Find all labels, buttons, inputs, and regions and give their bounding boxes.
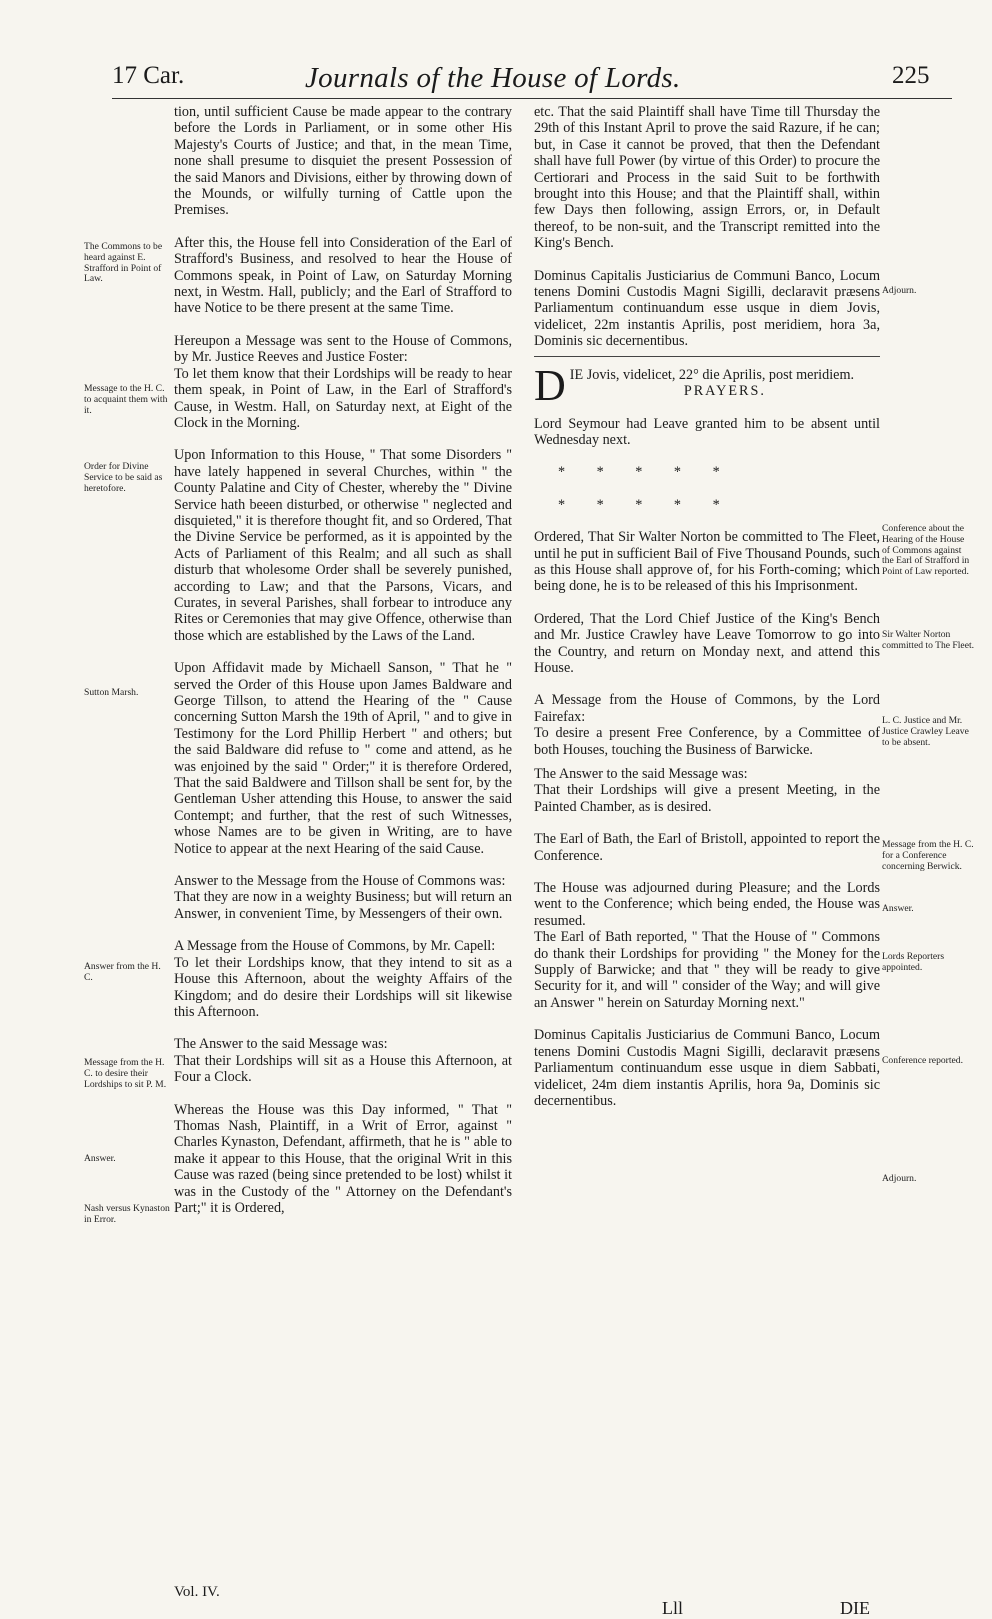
paragraph: To let them know that their Lordships will be ready to hear them speak, in Point of Law, in the Earl of Strafford's Cause, in Westm. Hall, on Saturday next, at Eight of the Clock in the Morning. <box>174 365 512 431</box>
margin-note: The Commons to be heard against E. Strafford in Point of Law. <box>84 241 163 285</box>
margin-note: Conference reported. <box>882 1055 963 1066</box>
running-head-regnal-year: 17 Car. <box>112 62 185 89</box>
section-rule <box>534 356 880 357</box>
paragraph: Hereupon a Message was sent to the House of Commons, by Mr. Justice Reeves and Justice Foster: <box>174 332 512 366</box>
drop-cap: D <box>534 360 566 410</box>
signature-mark: Lll <box>662 1598 683 1618</box>
right-column <box>534 104 880 1109</box>
paragraph: The Answer to the said Message was: <box>534 766 748 782</box>
margin-note: Adjourn. <box>882 285 917 296</box>
margin-note: Message from the H. C. to desire their Lordships to sit P. M. <box>84 1057 167 1090</box>
paragraph: etc. That the said Plaintiff shall have Time till Thursday the 29th of this Instant April to prove the said Razure, if he can; but, in Case it cannot be proved, that then the Defendant shall have full Power (by virtue of this Order) to procure the Certiorari and Process in the said Suit to be forthwith brought into this House; and that the Plaintiff shall, within few Days then following, assign Errors, or, in Default thereof, to be non-suit, and the Transcript remitted into the King's Bench. <box>534 104 880 252</box>
paragraph: That they are now in a weighty Business; but will return an Answer, in convenient Time, by Messengers of their own. <box>174 889 512 922</box>
header-rule <box>112 98 952 99</box>
paragraph: Upon Information to this House, " That some Disorders " have lately happened in several Churches, within " the County Palatine and City of Chester, whereby the " Divine Service hath beeen disturbed, or otherwise " neglected and disquieted," it is therefore thought fit, and so Ordered, That the Divine Service be performed, as it is appointed by the Acts of Parliament of this Realm; and all such as shall disturb that wholesome Order shall be severely punished, according to Law; and that the Parsons, Vicars, and Curates, in several Parishes, shall forbear to introduce any Rites or Ceremonies that may give Offence, otherwise than those which are established by the Laws of the Land. <box>174 447 512 644</box>
margin-note: Sutton Marsh. <box>84 687 139 698</box>
margin-note: L. C. Justice and Mr. Justice Crawley Leave to be absent. <box>882 715 969 748</box>
omission-stars: * * * * * <box>558 496 734 513</box>
paragraph: tion, until sufficient Cause be made appear to the contrary before the Lords in Parliament, or in some other His Majesty's Courts of Justice; and that, in the mean Time, none shall presume to disquiet the present Possession of the said Manors and Divisions, either by throwing down of the Mounds, or wilfully turning of Cattle upon the Premises. <box>174 104 512 219</box>
paragraph: That their Lordships will give a present Meeting, in the Painted Chamber, as is desired. <box>534 782 880 815</box>
paragraph: The House was adjourned during Pleasure; and the Lords went to the Conference; which being ended, the House was resumed. <box>534 880 880 929</box>
paragraph: Whereas the House was this Day informed, " That " Thomas Nash, Plaintiff, in a Writ of Error, against " Charles Kynaston, Defendant, affirmeth, that he is " able to make it appear to this House, that the original Writ in this Cause was razed (being since pretended to be lost) whilst it was in the Custody of the " Attorney on the Defendant's Part;" it is Ordered, <box>174 1101 512 1216</box>
paragraph: To desire a present Free Conference, by a Committee of both Houses, touching the Business of Barwicke. <box>534 725 880 758</box>
paragraph: Lord Seymour had Leave granted him to be absent until Wednesday next. <box>534 415 880 448</box>
running-head-title: Journals of the House of Lords. <box>305 62 681 94</box>
paragraph: A Message from the House of Commons, by the Lord Fairefax: <box>534 692 880 725</box>
margin-note: Message from the H. C. for a Conference concerning Berwick. <box>882 839 974 872</box>
catchword: DIE <box>840 1598 870 1618</box>
day-heading-text: IE Jovis, videlicet, 22° die Aprilis, post meridiem. <box>569 366 855 383</box>
paragraph: Dominus Capitalis Justiciarius de Communi Banco, Locum tenens Domini Custodis Magni Sigilli, declaravit præsens Parliamentum continuandum esse usque in diem Jovis, videlicet, 22m instantis Aprilis, post meridiem, hora 3a, Dominis sic decernentibus. <box>534 267 880 350</box>
paragraph: After this, the House fell into Consideration of the Earl of Strafford's Business, and resolved to hear the House of Commons speak, in Point of Law, on Saturday Morning next, in Westm. Hall, publicly; and the Earl of Strafford to have Notice to be there present at the same Time. <box>174 234 512 317</box>
prayers-heading: PRAYERS. <box>683 383 766 400</box>
paragraph: To let their Lordships know, that they intend to sit as a House this Afternoon, about the weighty Affairs of the Kingdom; and do desire their Lordships will sit likewise this Afternoon. <box>174 954 512 1020</box>
paragraph: The Earl of Bath reported, " That the House of " Commons do thank their Lordships for providing " the Money for the Supply of Barwicke; and that " they will be ready to give Security for it, and will " consider of the Way; and will give an Answer " herein on Saturday Morning next." <box>534 929 880 1011</box>
margin-note: Conference about the Hearing of the House of Commons against the Earl of Strafford in Point of Law reported. <box>882 523 970 578</box>
volume-label: Vol. IV. <box>174 1584 220 1600</box>
margin-note: Lords Reporters appointed. <box>882 951 945 973</box>
paragraph: The Earl of Bath, the Earl of Bristoll, appointed to report the Conference. <box>534 831 880 864</box>
margin-note: Order for Divine Service to be said as heretofore. <box>84 461 163 494</box>
margin-note: Answer. <box>882 903 914 914</box>
paragraph: A Message from the House of Commons, by Mr. Capell: <box>174 938 496 955</box>
margin-note: Adjourn. <box>882 1173 917 1184</box>
margin-note: Nash versus Kynaston in Error. <box>84 1203 170 1225</box>
page-number: 225 <box>892 62 930 89</box>
margin-note: Sir Walter Norton committed to The Fleet. <box>882 629 975 651</box>
paragraph: The Answer to the said Message was: <box>174 1036 388 1053</box>
paragraph: Answer to the Message from the House of Commons was: <box>174 873 506 890</box>
paragraph: Ordered, That the Lord Chief Justice of the King's Bench and Mr. Justice Crawley have Leave Tomorrow to go into the Country, and return on Monday next, and attend this House. <box>534 610 880 676</box>
left-column <box>174 104 512 1216</box>
omission-stars: * * * * * <box>558 464 734 481</box>
paragraph: That their Lordships will sit as a House this Afternoon, at Four a Clock. <box>174 1052 512 1086</box>
margin-note: Message to the H. C. to acquaint them with it. <box>84 383 168 416</box>
paragraph: Upon Affidavit made by Michaell Sanson, " That he " served the Order of this House upon James Baldware and George Tillson, to attend the Hearing of the " Cause concerning Sutton Marsh the 19th of April, " and to give in Testimony for the Lord Phillip Herbert " and others; but the said Baldware did refuse to " come and attend, as he was enjoined by the said " Order;" it is therefore Ordered, That the said Baldwere and Tillson shall be sent for, by the Gentleman Usher attending this House, to answer the said Contempt; and further, that the rest of such Witnesses, whose Names are to be given in Writing, are to have Notice to appear at the next Hearing of the said Cause. <box>174 660 512 857</box>
margin-note: Answer from the H. C. <box>84 961 161 983</box>
paragraph: Ordered, That Sir Walter Norton be committed to The Fleet, until he put in sufficient Bail of Five Thousand Pounds, such as this House shall approve of, for his Forth-coming; which being done, he is to be released of this his Imprisonment. <box>534 529 880 595</box>
paragraph: Dominus Capitalis Justiciarius de Communi Banco, Locum tenens Domini Custodis Magni Sigilli, declaravit præsens Parliamentum continuandum esse usque in diem Sabbati, videlicet, 24m diem instantis Aprilis, hora 9a, Dominis sic decernentibus. <box>534 1027 880 1109</box>
margin-note: Answer. <box>84 1153 116 1164</box>
